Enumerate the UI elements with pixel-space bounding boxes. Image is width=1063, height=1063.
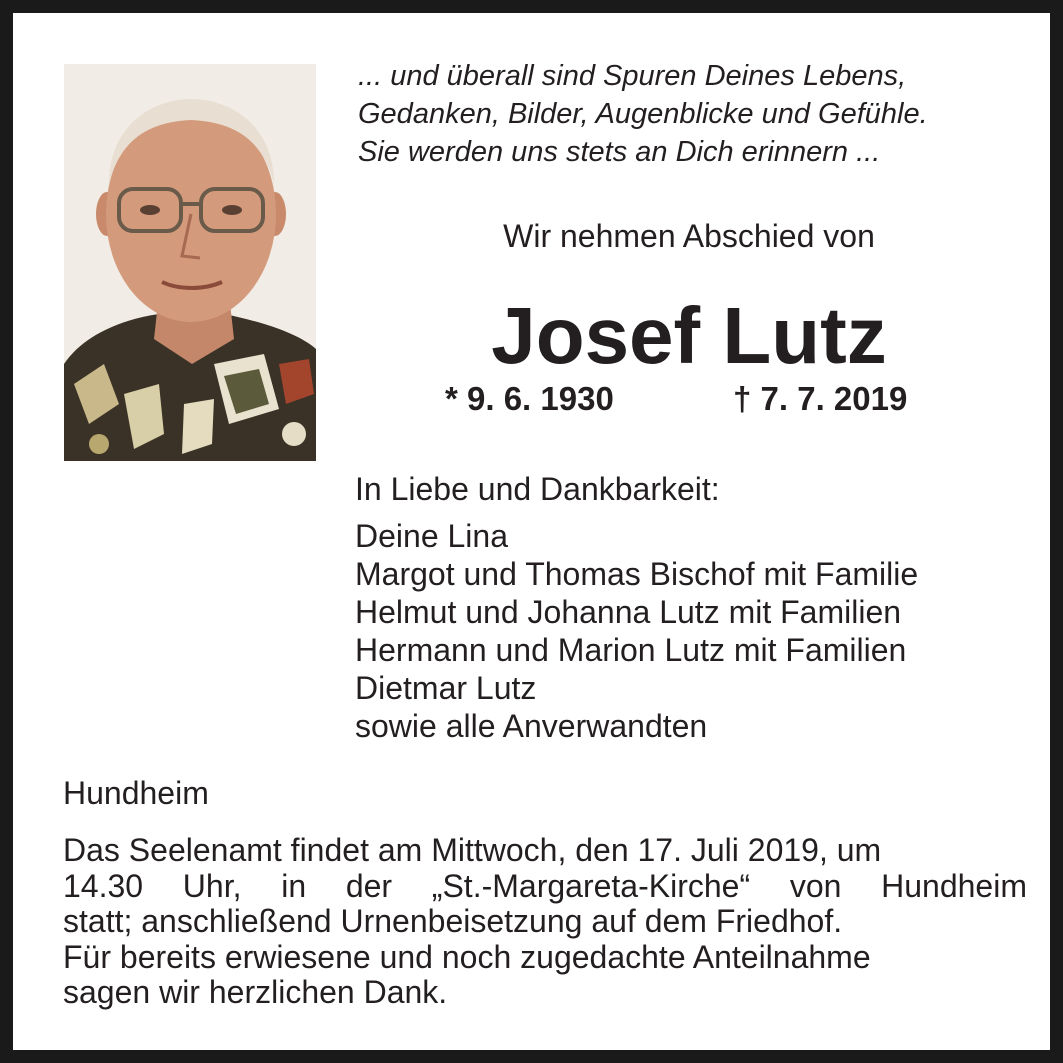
portrait-photo: [64, 64, 316, 461]
notice-word: „St.-Margareta-Kirche“: [431, 867, 751, 904]
service-notice: [63, 833, 1027, 1011]
notice-word: Hundheim: [881, 867, 1027, 904]
notice-word: in: [281, 867, 307, 904]
mourner-line: Margot und Thomas Bischof mit Familie: [355, 556, 919, 592]
notice-line: Das Seelenamt findet am Mittwoch, den 17. Juli 2019, um: [63, 832, 882, 868]
portrait-illustration: [64, 64, 316, 461]
deceased-name: Josef Lutz: [491, 291, 887, 380]
quote-line: Gedanken, Bilder, Augenblicke und Gefühle.: [358, 98, 928, 130]
mourners-list: [355, 517, 918, 745]
notice-line-justified: [63, 869, 1027, 905]
mourner-line: sowie alle Anverwandten: [355, 708, 708, 744]
mourner-line: Helmut und Johanna Lutz mit Familien: [355, 594, 902, 630]
death-date: † 7. 7. 2019: [733, 380, 908, 417]
mourner-line: Hermann und Marion Lutz mit Familien: [355, 632, 907, 668]
thanks-heading: In Liebe und Dankbarkeit:: [355, 471, 720, 507]
mourner-line: Deine Lina: [355, 518, 508, 554]
farewell-text: Wir nehmen Abschied von: [503, 218, 875, 254]
place-name: Hundheim: [63, 775, 209, 811]
quote-line: Sie werden uns stets an Dich erinnern ...: [358, 136, 881, 168]
birth-date: * 9. 6. 1930: [445, 380, 614, 417]
notice-word: von: [789, 867, 842, 904]
notice-line: Für bereits erwiesene und noch zugedachte Anteilnahme: [63, 938, 871, 975]
quote-line: ... und überall sind Spuren Deines Lebens,: [358, 60, 907, 92]
notice-word: Uhr,: [182, 867, 242, 904]
mourner-line: Dietmar Lutz: [355, 670, 537, 706]
memorial-quote: [358, 57, 1058, 171]
notice-line: statt; anschließend Urnenbeisetzung auf dem Friedhof.: [63, 903, 843, 939]
notice-word: der: [345, 867, 393, 904]
notice-line: sagen wir herzlichen Dank.: [63, 974, 448, 1010]
notice-word: 14.30: [63, 867, 144, 904]
